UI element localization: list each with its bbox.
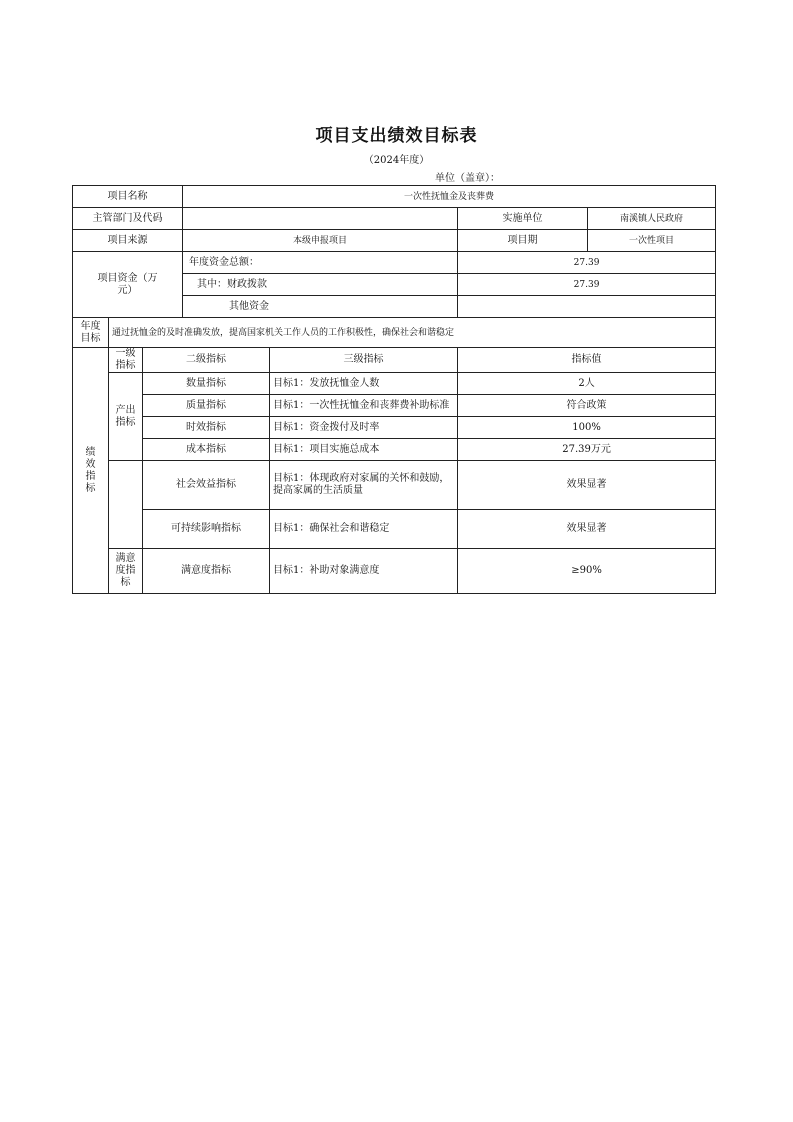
level3-cell: 目标1：项目实施总成本 [270,439,458,461]
annual-funds-total-value: 27.39 [458,252,716,274]
table-row [73,461,716,510]
table-row [73,549,716,594]
level3-cell: 目标1：确保社会和谐稳定 [270,510,458,549]
level2-cell: 可持续影响指标 [143,510,270,549]
other-funds-label: 其他资金 [183,296,458,318]
level3-cell: 目标1：一次性抚恤金和丧葬费补助标准 [270,395,458,417]
table-row [73,373,716,395]
level3-cell: 目标1：体现政府对家属的关怀和鼓励，提高家属的生活质量 [270,461,458,510]
implementing-unit-value: 南溪镇人民政府 [588,208,716,230]
indicator-value-cell: 效果显著 [458,510,716,549]
fiscal-appropriation-value: 27.39 [458,274,716,296]
department-value [183,208,458,230]
level1-header: 一级指标 [109,348,143,373]
level2-cell: 成本指标 [143,439,270,461]
unit-seal-label: 单位（盖章）： [435,173,500,184]
performance-target-table [72,185,716,594]
department-label: 主管部门及代码 [73,208,183,230]
table-row [73,439,716,461]
funds-total-row [73,252,716,274]
satisfaction-indicators-label: 满意度指标 [109,549,143,594]
project-name-label: 项目名称 [73,186,183,208]
performance-indicators-label: 绩效指标 [73,348,109,594]
project-funds-label: 项目资金（万元） [73,252,183,318]
department-row [73,208,716,230]
page-title: 项目支出绩效目标表 [315,126,478,146]
annual-goal-row [73,318,716,348]
effect-indicators-blank [109,461,143,549]
annual-goal-value: 通过抚恤金的及时准确发放，提高国家机关工作人员的工作积极性，确保社会和谐稳定 [109,318,716,348]
annual-goal-label: 年度目标 [73,318,109,348]
project-period-label: 项目期 [458,230,588,252]
report-year: （2024年度） [363,155,430,166]
project-name-value: 一次性抚恤金及丧葬费 [183,186,716,208]
fiscal-appropriation-label: 其中：财政拨款 [183,274,458,296]
output-indicators-label: 产出指标 [109,373,143,461]
level3-cell: 目标1：发放抚恤金人数 [270,373,458,395]
annual-funds-total-label: 年度资金总额： [183,252,458,274]
level3-cell: 目标1：补助对象满意度 [270,549,458,594]
project-source-label: 项目来源 [73,230,183,252]
other-funds-value [458,296,716,318]
indicator-value-header: 指标值 [458,348,716,373]
table-row [73,395,716,417]
indicator-value-cell: 效果显著 [458,461,716,510]
project-source-value: 本级申报项目 [183,230,458,252]
table-row [73,510,716,549]
level2-cell: 满意度指标 [143,549,270,594]
level3-header: 三级指标 [270,348,458,373]
level2-cell: 社会效益指标 [143,461,270,510]
indicator-value-cell: ≥90% [458,549,716,594]
implementing-unit-label: 实施单位 [458,208,588,230]
level3-cell: 目标1：资金拨付及时率 [270,417,458,439]
level2-cell: 数量指标 [143,373,270,395]
project-name-row [73,186,716,208]
level2-header: 二级指标 [143,348,270,373]
indicator-header-row [73,348,716,373]
indicator-value-cell: 符合政策 [458,395,716,417]
indicator-value-cell: 2人 [458,373,716,395]
level2-cell: 时效指标 [143,417,270,439]
project-period-value: 一次性项目 [588,230,716,252]
project-source-row [73,230,716,252]
indicator-value-cell: 100% [458,417,716,439]
table-row [73,417,716,439]
indicator-value-cell: 27.39万元 [458,439,716,461]
level2-cell: 质量指标 [143,395,270,417]
